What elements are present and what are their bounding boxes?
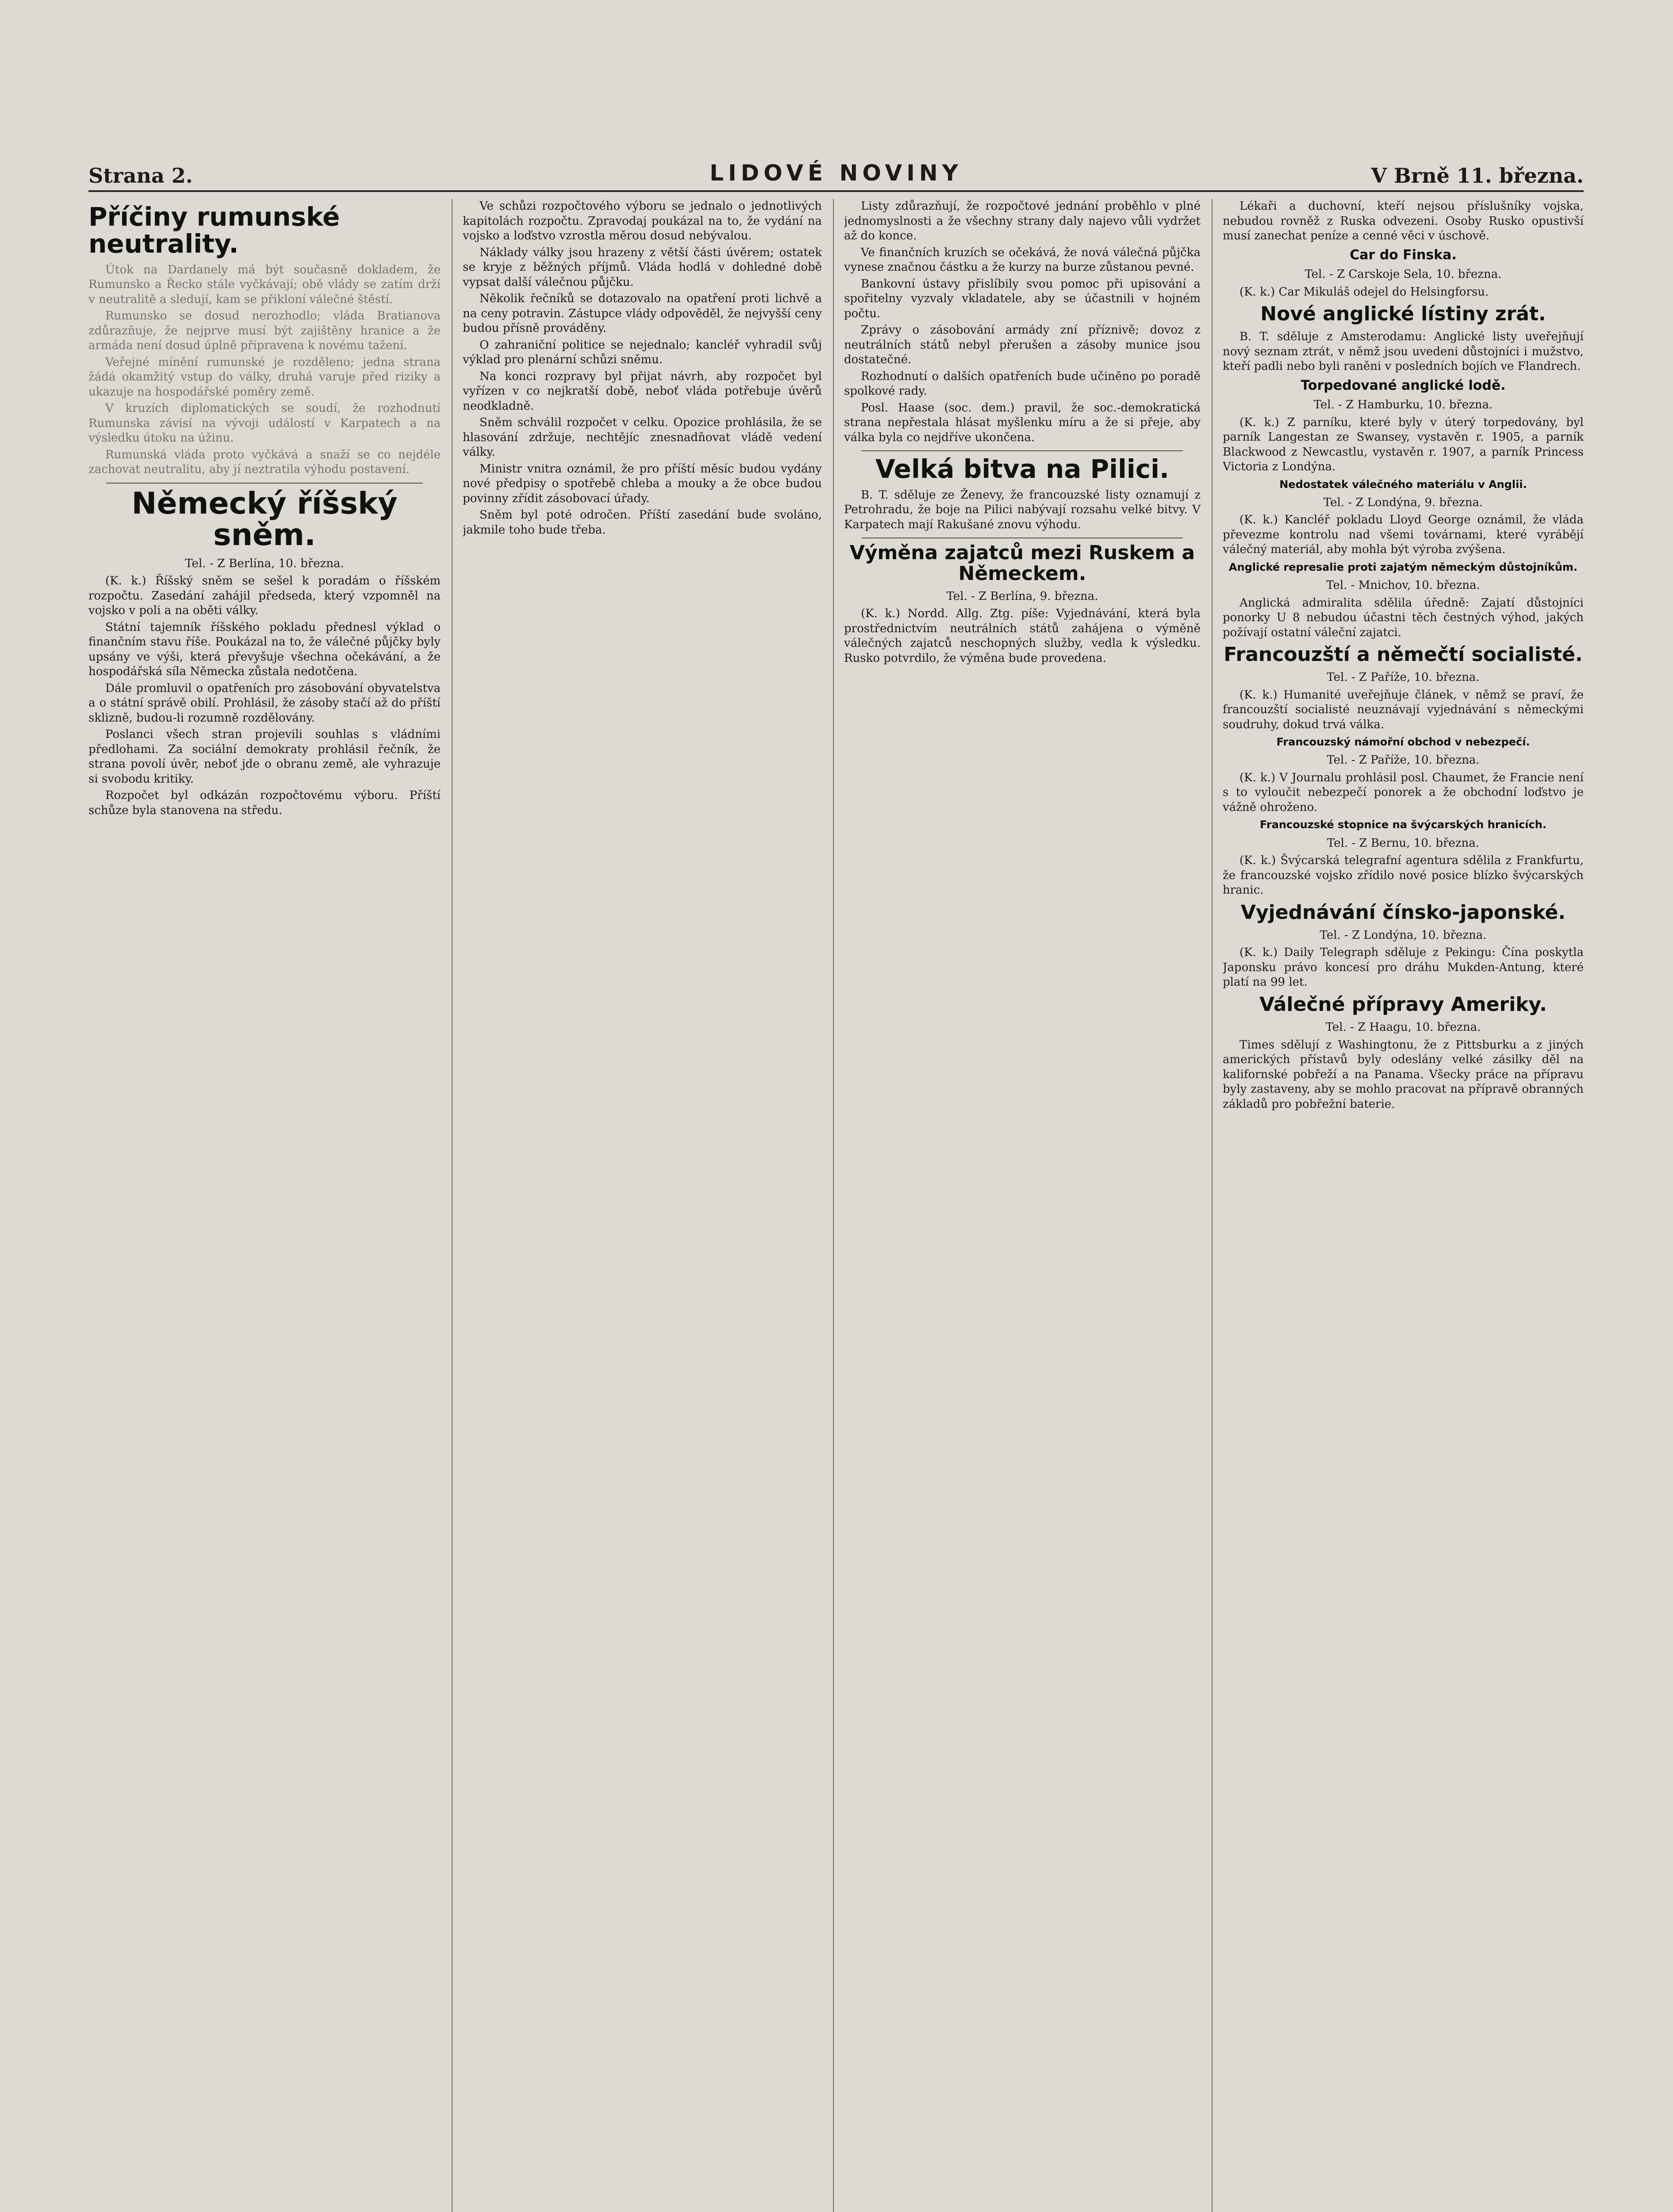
article-paragraph: B. T. sděluje ze Ženevy, že francouzské listy oznamují z Petrohradu, že boje na Pilici nabývají rozsahu velké bitvy. V Karpatech mají Rakušané znovu výhodu.	[844, 488, 1201, 531]
telegram-line: Tel. - Z Hamburku, 10. března.	[1313, 398, 1493, 412]
article-paragraph: Times sdělují z Washingtonu, že z Pittsburku a z jiných amerických přístavů byly odeslány velké zásilky děl na kalifornské pobřeží a na Panama. Všecky práce na přípravu byly zastaveny, aby se mohlo pracovat na přípravě obranných základů pro pobřežní baterie.	[1223, 1038, 1584, 1111]
masthead	[88, 159, 1584, 192]
article-paragraph: Zprávy o zásobování armády zní příznivě; dovoz z neutrálních států nebyl přerušen a zásoby munice jsou dostatečné.	[844, 323, 1201, 366]
article-paragraph: Rumunská vláda proto vyčkává a snaží se co nejdéle zachovat neutralitu, aby jí neztratila výhodu postavení.	[88, 448, 441, 476]
article-heading: Výměna zajatců mezi Ruskem a Německem.	[849, 541, 1195, 585]
article-paragraph: Poslanci všech stran projevili souhlas s vládními předlohami. Za sociální demokraty prohlásil řečník, že strana povolí úvěr, neboť jde o obranu země, ale vyhrazuje si svobodu kritiky.	[88, 728, 441, 786]
telegram-line: Tel. - Z Paříže, 10. března.	[1327, 753, 1480, 767]
article-heading: Francouzské stopnice na švýcarských hranicích.	[1260, 818, 1546, 831]
article-paragraph: (K. k.) Nordd. Allg. Ztg. píše: Vyjednávání, která byla prostřednictvím neutrálních států zahájena o výměně válečných zajatců neschopných služby, vedla k výsledku. Rusko potvrdilo, že výměna bude provedena.	[844, 607, 1201, 665]
telegram-line: Tel. - Z Carskoje Sela, 10. března.	[1305, 268, 1502, 281]
article-heading: Francouzští a němečtí socialisté.	[1224, 643, 1583, 666]
article-paragraph: Dále promluvil o opatřeních pro zásobování obyvatelstva a o státní správě obilí. Prohlásil, že zásoby stačí až do příští sklizně, budou-li rozumně rozdělovány.	[88, 681, 441, 725]
article-paragraph: Několik řečníků se dotazovalo na opatření proti lichvě a na ceny potravin. Zástupce vlády odpověděl, že nejvyšší ceny budou přísně prováděny.	[463, 292, 822, 335]
newspaper-title: LIDOVÉ NOVINY	[710, 160, 963, 186]
dateline: V Brně 11. března.	[1371, 164, 1584, 188]
telegram-line: Tel. - Z Londýna, 9. března.	[1323, 495, 1483, 509]
article-paragraph: Rozpočet byl odkázán rozpočtovému výboru. Příští schůze byla stanovena na středu.	[88, 789, 441, 817]
column-divider	[833, 199, 834, 2212]
article-heading: Válečné přípravy Ameriky.	[1259, 993, 1547, 1016]
article-paragraph: (K. k.) Říšský sněm se sešel k poradám o říšském rozpočtu. Zasedání zahájil předseda, který vzpomněl na vojsko v poli a na oběti války.	[88, 574, 441, 618]
article-separator	[862, 450, 1183, 451]
article-heading: Torpedované anglické lodě.	[1301, 377, 1506, 393]
telegram-line: Tel. - Z Haagu, 10. března.	[1325, 1021, 1481, 1034]
column-divider	[1212, 199, 1213, 2212]
article-paragraph: (K. k.) Kancléř pokladu Lloyd George oznámil, že vláda převezme kontrolu nad všemi továrnami, které vyrábějí válečný materiál, aby mohla být výroba zvýšena.	[1223, 513, 1584, 557]
article-paragraph: Útok na Dardanely má být současně dokladem, že Rumunsko a Řecko stále vyčkávají; obě vlády se zatím drží v neutralitě a sledují, kam se přikloní válečné štěstí.	[88, 263, 441, 306]
article-paragraph: (K. k.) V Journalu prohlásil posl. Chaumet, že Francie není s to vyloučit nebezpečí ponorek a že obchodní loďstvo je vážně ohroženo.	[1223, 771, 1584, 814]
article-paragraph: Státní tajemník říšského pokladu přednesl výklad o finančním stavu říše. Poukázal na to, že válečné půjčky byly upsány ve výši, která převyšuje všechna očekávání, a že hospodářská síla Německa zůstala nedotčena.	[88, 620, 441, 679]
telegram-line: Tel. - Z Bernu, 10. března.	[1327, 836, 1480, 850]
article-heading: Nedostatek válečného materiálu v Anglii.	[1279, 478, 1527, 491]
article-heading: Anglické represalie proti zajatým německým důstojníkům.	[1228, 561, 1578, 573]
article-paragraph: B. T. sděluje z Amsterodamu: Anglické listy uveřejňují nový seznam ztrát, v němž jsou uvedeni důstojníci i mužstvo, kteří padli nebo byli raněni v posledních bojích ve Flandrech.	[1223, 330, 1584, 373]
article-paragraph: (K. k.) Daily Telegraph sděluje z Pekingu: Čína poskytla Japonsku právo koncesí pro dráhu Mukden-Antung, které platí na 99 let.	[1223, 946, 1584, 989]
article-paragraph: Náklady války jsou hrazeny z větší části úvěrem; ostatek se kryje z běžných příjmů. Vláda hodlá v dohledné době vypsat další válečnou půjčku.	[463, 246, 822, 289]
article-paragraph: (K. k.) Z parníku, které byly v úterý torpedovány, byl parník Langestan ze Swansey, vystavěn r. 1905, a parník Blackwood z Newcastlu, vystavěn r. 1907, a parník Princess Victoria z Londýna.	[1223, 415, 1584, 474]
article-heading: Vyjednávání čínsko-japonské.	[1240, 901, 1566, 924]
article-paragraph: Listy zdůrazňují, že rozpočtové jednání proběhlo v plné jednomyslnosti a že všechny strany daly najevo vůli vydržet až do konce.	[844, 200, 1201, 242]
article-paragraph: Rozhodnutí o dalších opatřeních bude učiněno po poradě spolkové rady.	[844, 369, 1201, 398]
article-paragraph: Sněm byl poté odročen. Příští zasedání bude svoláno, jakmile toho bude třeba.	[463, 508, 822, 537]
telegram-line: Tel. - Z Londýna, 10. března.	[1320, 928, 1487, 942]
article-paragraph: Sněm schválil rozpočet v celku. Opozice prohlásila, že se hlasování zdržuje, nechtějíc znesnadňovat vládě vedení války.	[463, 416, 822, 459]
article-paragraph: (K. k.) Car Mikuláš odejel do Helsingforsu.	[1239, 285, 1489, 299]
column-1	[88, 199, 441, 2212]
article-paragraph: (K. k.) Švýcarská telegrafní agentura sdělila z Frankfurtu, že francouzské vojsko zřídilo nové posice blízko švýcarských hranic.	[1223, 854, 1584, 897]
article-paragraph: Rumunsko se dosud nerozhodlo; vláda Bratianova zdůrazňuje, že nejprve musí být zajištěny hranice a že armáda není dosud úplně připravena k novému tažení.	[88, 309, 441, 353]
article-paragraph: Lékaři a duchovní, kteří nejsou příslušníky vojska, nebudou rovněž z Ruska odvezeni. Osoby Rusko opustivší musí zanechat peníze a cenné věci v úschově.	[1223, 200, 1584, 242]
page-label: Strana 2.	[88, 164, 193, 188]
article-paragraph: O zahraniční politice se nejednalo; kancléř vyhradil svůj výklad pro plenární schůzi sněmu.	[463, 338, 822, 366]
article-paragraph: Veřejné mínění rumunské je rozděleno; jedna strana žádá okamžitý vstup do války, druhá varuje před riziky a ukazuje na hospodářské poměry země.	[88, 355, 441, 399]
telegram-line: Tel. - Z Paříže, 10. března.	[1327, 671, 1480, 684]
article-paragraph: Ve schůzi rozpočtového výboru se jednalo o jednotlivých kapitolách rozpočtu. Zpravodaj poukázal na to, že vydání na vojsko a loďstvo vzrostla měrou dosud nebývalou.	[463, 200, 822, 242]
telegram-line: Tel. - Z Berlína, 9. března.	[946, 589, 1098, 603]
article-paragraph: Ministr vnitra oznámil, že pro příští měsíc budou vydány nové předpisy o spotřebě chleba a mouky a že obce budou povinny zřídit zásobovací úřady.	[463, 462, 822, 505]
column-4	[1223, 199, 1584, 2212]
telegram-line: Tel. - Mnichov, 10. března.	[1326, 579, 1480, 592]
article-paragraph: Ve finančních kruzích se očekává, že nová válečná půjčka vynese značnou částku a že kurzy na burze zůstanou pevné.	[844, 246, 1201, 274]
column-2	[463, 199, 822, 2212]
article-paragraph: Na konci rozpravy byl přijat návrh, aby rozpočet byl vyřízen v co nejkratší době, neboť vláda potřebuje úvěrů neodkladně.	[463, 369, 822, 413]
telegram-line: Tel. - Z Berlína, 10. března.	[185, 557, 344, 570]
column-divider	[452, 199, 453, 2212]
article-heading: Příčiny rumunské neutrality.	[88, 202, 340, 259]
article-paragraph: Anglická admiralita sdělila úředně: Zajatí důstojníci ponorky U 8 nebudou účastni těch čestných výhod, jakých požívají ostatní váleční zajatci.	[1223, 596, 1584, 639]
article-heading: Francouzský námořní obchod v nebezpečí.	[1276, 736, 1530, 749]
article-heading: Velká bitva na Pilici.	[875, 454, 1170, 484]
article-heading: Německý říšský sněm.	[131, 486, 398, 553]
article-paragraph: Posl. Haase (soc. dem.) pravil, že soc.-demokratická strana nepřestala hlásat myšlenku míru a že si přeje, aby válka byla co nejdříve ukončena.	[844, 401, 1201, 444]
article-paragraph: (K. k.) Humanité uveřejňuje článek, v němž se praví, že francouzští socialisté neuznávají vyjednávání s německými soudruhy, dokud trvá válka.	[1223, 688, 1584, 731]
article-paragraph: V kruzích diplomatických se soudí, že rozhodnutí Rumunska závisí na vývoji událostí v Karpatech a na výsledku útoku na úžinu.	[88, 402, 441, 445]
article-paragraph: Bankovní ústavy přislíbily svou pomoc při upisování a spořitelny vyzvaly vkladatele, aby se účastnili v hojném počtu.	[844, 277, 1201, 320]
article-heading: Nové anglické lístiny zrát.	[1260, 303, 1546, 325]
article-separator	[106, 483, 423, 484]
article-heading: Car do Finska.	[1350, 247, 1457, 263]
column-3	[844, 199, 1201, 2212]
